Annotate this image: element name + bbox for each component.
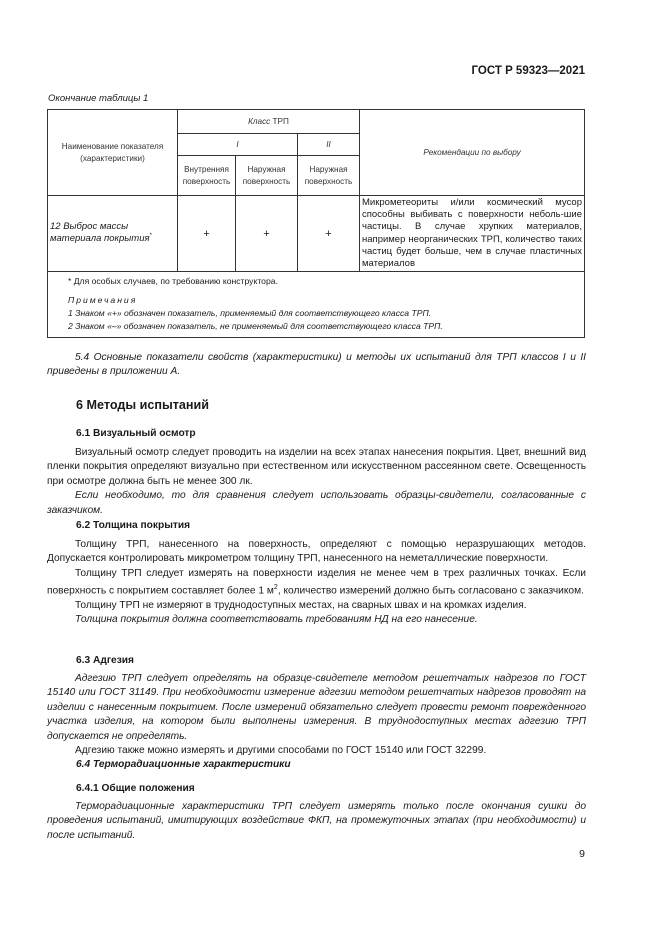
table-caption: Окончание таблицы 1 xyxy=(48,93,149,104)
paragraph: Визуальный осмотр следует проводить на изделии на всех этапах нанесения покрытия. Цвет, внешний вид пленки покрытия определяют визуально при естественном или искусственном рассеянном свете. Освещенность при осмотре должна быть не менее 300 лк. xyxy=(47,447,586,487)
paragraph-5-4: 5.4 Основные показатели свойств (характеристики) и методы их испытаний для ТРП классов I и II приведены в приложении А. xyxy=(47,352,586,378)
table-footnotes xyxy=(48,272,585,338)
section-6-4-title: 6.4 Терморадиационные характеристики xyxy=(76,759,291,770)
col-header-class: Класс ТРП xyxy=(178,110,360,134)
col-header-recommendations: Рекомендации по выбору xyxy=(360,110,585,196)
document-number: ГОСТ Р 59323—2021 xyxy=(471,65,585,77)
section-6-3-body xyxy=(47,672,586,758)
section-6-1-body xyxy=(47,446,586,518)
note-2: 2 Знаком «–» обозначен показатель, не применяемый для соответствующего класса ТРП. xyxy=(68,320,443,331)
section-6-2-body xyxy=(47,538,586,628)
col-header-outer-1: Наружная поверхность xyxy=(236,156,298,196)
paragraph: Адгезию ТРП следует определять на образце-свидетеле методом решетчатых надрезов по ГОСТ 15140 или ГОСТ 31149. При необходимости измерение адгезии методом решетчатых надрезов проводят на изделии с нанесенным покрытием. После измерений обязательно следует провести ремонт поврежденного участка изделия, на котором были выполнены измерения. В труднодоступных местах адгезию ТРП допускается не определять. xyxy=(47,673,586,742)
paragraph: Терморадиационные характеристики ТРП следует измерять только после окончания сушки до проведения испытаний, имитирующих воздействие ФКП, на промежуточных этапах (при необходимости) и после испытаний. xyxy=(47,801,586,841)
paragraph: Толщина покрытия должна соответствовать требованиям НД на его нанесение. xyxy=(75,614,478,626)
row-name: 12 Выброс массы материала покрытия* xyxy=(48,196,178,272)
paragraph: Толщину ТРП не измеряют в труднодоступных местах, на сварных швах и на кромках изделия. xyxy=(75,600,527,612)
section-6-1-title: 6.1 Визуальный осмотр xyxy=(76,428,196,439)
paragraph: Адгезию также можно измерять и другими способами по ГОСТ 15140 или ГОСТ 32299. xyxy=(75,745,487,757)
col-header-class-1: I xyxy=(178,134,298,156)
section-6-4-1-title: 6.4.1 Общие положения xyxy=(76,783,195,794)
note-1: 1 Знаком «+» обозначен показатель, применяемый для соответствующего класса ТРП. xyxy=(68,307,432,318)
row-value-outer-1: + xyxy=(236,196,298,272)
paragraph: Если необходимо, то для сравнения следует использовать образцы-свидетели, согласованные с заказчиком. xyxy=(47,490,586,516)
table-row xyxy=(48,196,585,272)
paragraph: Толщину ТРП, нанесенного на поверхность, определяют с помощью неразрушающих методов. Допускается контролировать микрометром толщину ТРП, нанесенного на неметаллические поверхности. xyxy=(47,539,586,565)
footnote: * Для особых случаев, по требованию конструктора. xyxy=(68,276,278,286)
section-6-2-title: 6.2 Толщина покрытия xyxy=(76,520,191,531)
row-recommendation: Микрометеориты и/или космический мусор способны выбивать с поверхности неболь-шие частицы. В случае хрупких материалов, например неорганических ТРП, количество таких частиц будет больше, чем в случае пластичных материалов xyxy=(360,196,585,272)
section-6-4-1-body xyxy=(47,800,586,843)
notes-title: Примечания xyxy=(68,294,138,305)
col-header-outer-2: Наружная поверхность xyxy=(298,156,360,196)
paragraph: Толщину ТРП следует измерять на поверхности изделия не менее чем в трех различных точках. Если поверхность с покрытием составляет более 1 $м^2$, количество измерений должно быть согласовано с заказчиком. xyxy=(47,567,586,597)
row-value-inner-1: + xyxy=(178,196,236,272)
page-number: 9 xyxy=(579,848,585,860)
col-header-inner-1: Внутренняя поверхность xyxy=(178,156,236,196)
col-header-name: Наименование показателя (характеристики) xyxy=(48,110,178,196)
row-value-outer-2: + xyxy=(298,196,360,272)
col-header-class-2: II xyxy=(298,134,360,156)
section-6-3-title: 6.3 Адгезия xyxy=(76,655,134,666)
properties-table xyxy=(47,109,585,338)
section-6-title: 6 Методы испытаний xyxy=(76,398,209,412)
